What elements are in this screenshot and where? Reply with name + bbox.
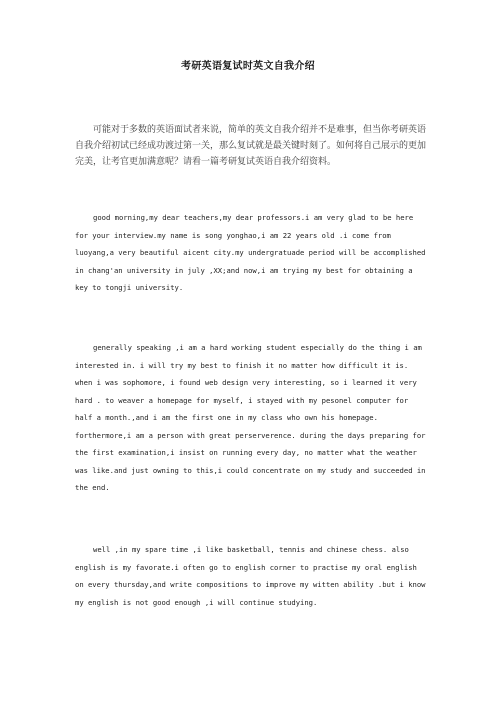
document-title: 考研英语复试时英文自我介绍 bbox=[181, 61, 315, 72]
body-paragraph-hobbies: well ,in my spare time ,i like basketball, tennis and chinese chess. also english is my favorate.i often go to english corner to practise my oral english on every thursday,and write compositions to improve my witten ability .but i know my english is not good enough ,i will continue studying. bbox=[75, 545, 426, 607]
body-paragraph-greeting: good morning,my dear teachers,my dear professors.i am very glad to be here for your interview.my name is song yonghao,i am 22 years old .i come from luoyang,a very beautiful aicent city.my undergratuade period will be accomplished in chang'an university in july ,XX;and now,i am trying my best for obtaining a key to tongji university. bbox=[75, 213, 426, 292]
body-paragraph-personality: generally speaking ,i am a hard working student especially do the thing i am interested in. i will try my best to finish it no matter how difficult it is. when i was sophomore, i found web design very interesting, so i learned it very hard . to weaver a homepage for myself, i stayed with my pesonel computer for half a month.,and i am the first one in my class who own his homepage. forthermore,i am a person with great perserverence. during the days preparing for the first examination,i insist on running every day, no matter what the weather was like.and just owning to this,i could concentrate on my study and succeeded in the end. bbox=[75, 343, 426, 492]
intro-paragraph: 可能对于多数的英语面试者来说，简单的英文自我介绍并不是难事，但当你考研英语自我介绍初试已经成功渡过第一关，那么复试就是最关键时刻了。如何将自己展示的更加完美，让考官更加满意呢？请看一篇考研复试英语自我介绍资料。 bbox=[75, 125, 427, 167]
